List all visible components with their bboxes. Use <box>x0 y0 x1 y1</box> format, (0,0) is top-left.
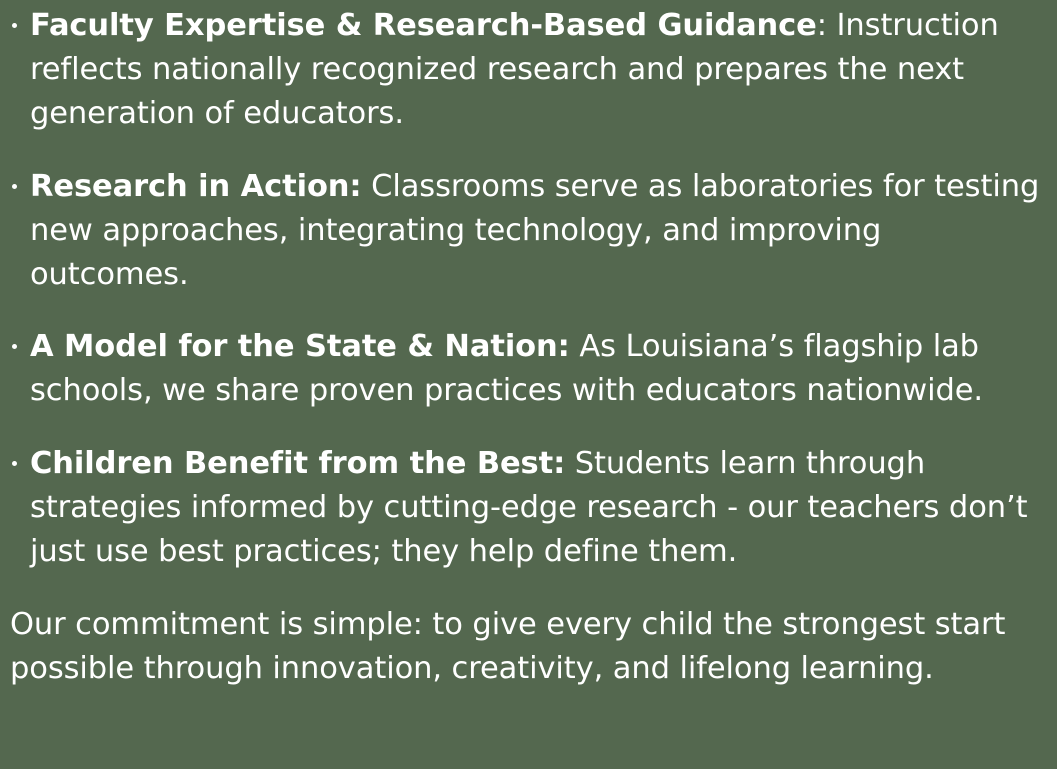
list-item <box>8 165 1049 297</box>
bullet-body: Classrooms serve as laboratories for testing new approaches, integrating technology, and improving outcomes. <box>30 168 1040 292</box>
list-item <box>8 4 1049 136</box>
bullet-lead: A Model for the State & Nation: <box>30 329 570 365</box>
bullet-lead: Faculty Expertise & Research-Based Guidance <box>30 8 817 43</box>
bullet-separator: : <box>816 8 837 43</box>
bullet-body: As Louisiana’s flagship lab schools, we share proven practices with educators nationwide. <box>30 329 983 409</box>
bullet-lead: Children Benefit from the Best: <box>30 446 566 482</box>
bullet-separator <box>570 329 580 364</box>
bullet-lead: Research in Action: <box>30 168 362 204</box>
bullet-list <box>8 4 1049 574</box>
bullet-separator <box>362 169 372 204</box>
closing-paragraph: Our commitment is simple: to give every child the strongest start possible through innovation, creativity, and lifelong learning. <box>10 606 1006 686</box>
list-item <box>8 442 1049 574</box>
bullet-body: Instruction reflects nationally recognized research and prepares the next generation of educators. <box>30 8 999 131</box>
bullet-separator <box>565 446 575 481</box>
list-item <box>8 325 1049 413</box>
bullet-body: Students learn through strategies informed by cutting-edge research - our teachers don’t just use best practices; they help define them. <box>30 446 1028 570</box>
